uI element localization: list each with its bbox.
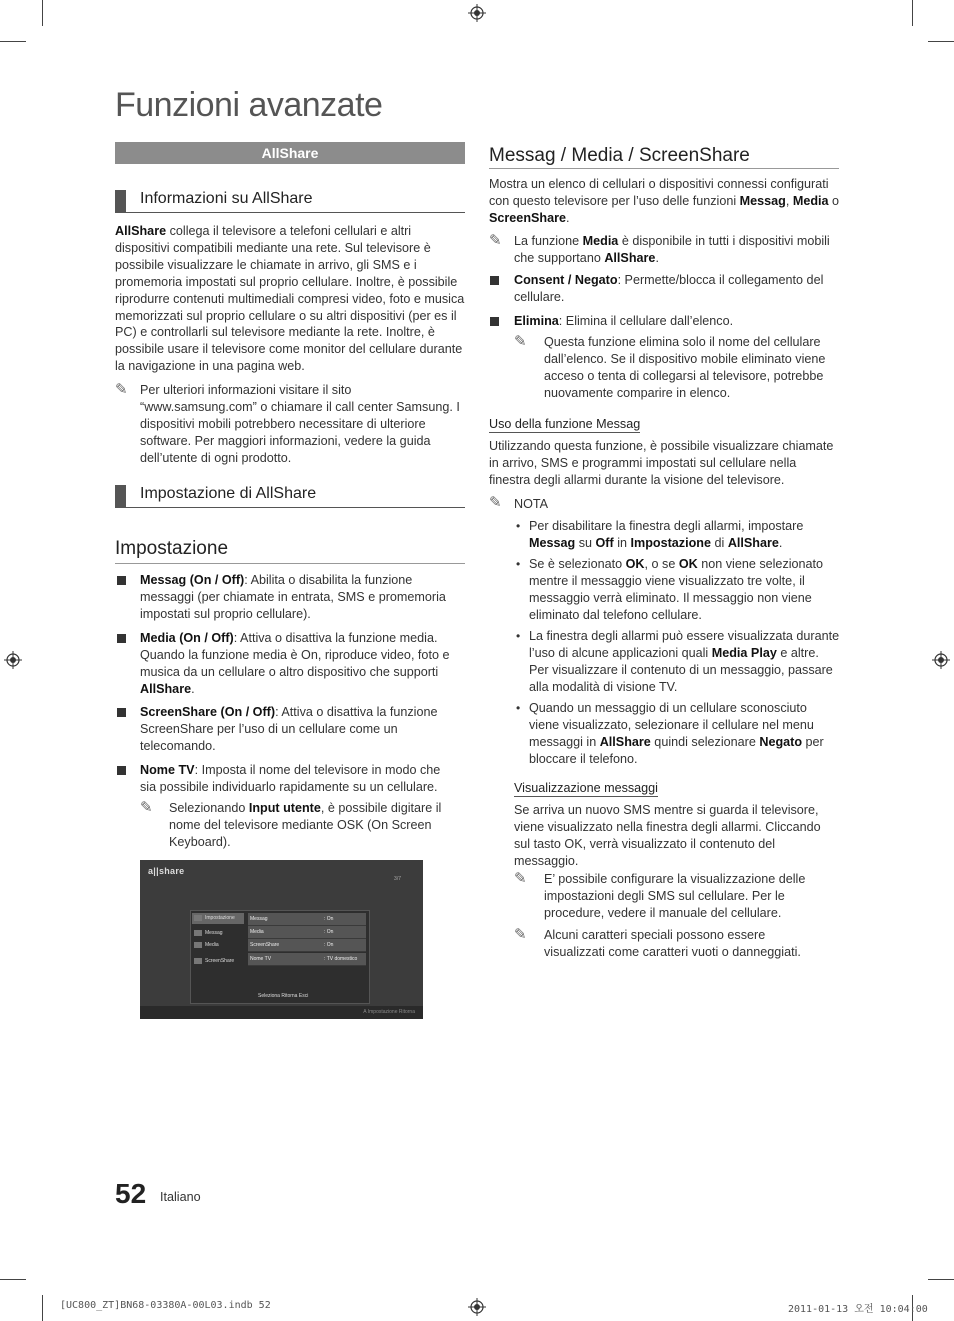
bullet-dot-icon: • (516, 629, 521, 643)
tv-nav-hints: Seleziona Ritorna Esci (258, 993, 309, 999)
footer-file: [UC800_ZT]BN68-03380A-00L03.indb 52 (60, 1300, 271, 1311)
vis-note-2: Alcuni caratteri speciali possono essere visualizzati come caratteri vuoti o danneggiati. (544, 928, 801, 959)
note-icon: ✎ (514, 870, 527, 887)
bullet-square-icon (490, 317, 499, 326)
tv-menu-item[interactable]: Impostazione (192, 913, 244, 924)
bullet-dot-icon: • (516, 557, 521, 571)
impostazione-title: Impostazione (115, 538, 229, 559)
subhead-impostazione-allshare-text: Impostazione di AllShare (140, 485, 317, 502)
note-icon: ✎ (514, 926, 527, 943)
tv-settings-row[interactable]: Media : On (248, 926, 366, 939)
note-icon: ✎ (489, 232, 502, 249)
tv-bottom-bar: A Impostazione Ritorna (140, 1006, 423, 1019)
tv-page-count: 3/7 (394, 876, 401, 882)
item-messag: Messag (On / Off): Abilita o disabilita la funzione messaggi (per chiamate in entrata, SMS e promemoria impostati sul proprio cellulare). (140, 573, 446, 621)
registration-mark-icon (4, 651, 22, 669)
visualizzazione-head: Visualizzazione messaggi (514, 781, 658, 795)
allshare-logo: a||share (148, 866, 185, 876)
bullet-square-icon (117, 766, 126, 775)
note-icon: ✎ (514, 333, 527, 350)
tv-menu-item[interactable]: Media (192, 940, 244, 951)
bullet-dot-icon: • (516, 701, 521, 715)
nota-bullet: La finestra degli allarmi può essere visualizzata durante l’uso di alcune applicazioni quali Media Play e altre. Per visualizzare il contenuto di un messaggio, passare alla modalità di visione TV. (529, 629, 840, 694)
tv-menu-panel (190, 910, 370, 1004)
footer-date: 2011-01-13 오전 10:04:00 (788, 1304, 928, 1315)
subhead-impostazione-allshare (115, 483, 465, 508)
tv-settings-row[interactable]: Nome TV : TV domestico (248, 953, 366, 966)
info-note: Per ulteriori informazioni visitare il sito “www.samsung.com” o chiamare il call center Samsung. I dispositivi mobili potrebbero necessitare di ulteriore software. Per maggiori informazioni, vedere la guida dell’utente di ogni prodotto. (140, 383, 460, 465)
item-nome-tv: Nome TV: Imposta il nome del televisore in modo che sia possibile individuarlo rapidamente su un cellulare. (140, 763, 441, 794)
page-number: 52 (115, 1178, 147, 1209)
page-title: Funzioni avanzate (115, 86, 383, 124)
note-icon: ✎ (140, 799, 153, 816)
info-paragraph: AllShare collega il televisore a telefoni cellulari e altri dispositivi compatibili mediante una rete. Sul televisore è possibile visualizzare le chiamate in arrivo, gli SMS e i promemoria impostati sul proprio cellulare. Inoltre, è possibile riprodurre contenuti multimediali compresi video, foto e musica memorizzati sul proprio cellulare o su altri dispositivi (per es il PC) e controllarli sul televisore mediante la rete. Inoltre, è possibile usare il televisore come monitor del cellulare durante la navigazione in una pagina web. (115, 224, 465, 374)
nota-bullet: Quando un messaggio di un cellulare sconosciuto viene visualizzato, selezionare il cellulare nel menu messaggi in AllShare quindi selezionare Negato per bloccare il telefono. (529, 701, 824, 766)
right-intro: Mostra un elenco di cellulari o dispositivi connessi configurati con questo televisore per l’uso delle funzioni Messag, Media o ScreenShare. (489, 177, 840, 225)
bullet-square-icon (117, 576, 126, 585)
section-bar-allshare: AllShare (115, 142, 465, 164)
bullet-dot-icon: • (516, 519, 521, 533)
tv-menu-item[interactable]: ScreenShare (192, 956, 244, 967)
elimina-item: Elimina: Elimina il cellulare dall’elenco. (514, 314, 734, 328)
note-icon: ✎ (115, 381, 128, 398)
item-media: Media (On / Off): Attiva o disattiva la funzione media. Quando la funzione media è On, riproduce video, foto e musica da un cellulare o altro dispositivo che supporti AllShare. (140, 631, 450, 696)
registration-mark-icon (468, 4, 486, 22)
nome-tv-note: Selezionando Input utente, è possibile digitare il nome del televisore mediante OSK (On Screen Keyboard). (169, 801, 442, 849)
subhead-informazioni-text: Informazioni su AllShare (140, 190, 313, 207)
tv-menu-item[interactable]: Messag (192, 928, 244, 939)
elimina-note: Questa funzione elimina solo il nome del cellulare dall’elenco. Se il dispositivo mobile eliminato viene acceso o tenta di collegarsi al televisore, potrebbe nuovamente comparire in elenco. (544, 335, 826, 400)
subhead-informazioni (115, 188, 465, 213)
bullet-square-icon (117, 634, 126, 643)
tv-settings-row[interactable]: Messag : On (248, 913, 366, 926)
bullet-square-icon (490, 276, 499, 285)
uso-paragraph: Utilizzando questa funzione, è possibile visualizzare chiamate in arrivo, SMS e programmi impostati sul cellulare nella finestra degli allarmi durante la visione del televisore. (489, 439, 834, 487)
media-note: La funzione Media è disponibile in tutti i dispositivi mobili che supportano AllShare. (514, 234, 830, 265)
nota-label: NOTA (514, 497, 549, 511)
language-label: Italiano (160, 1190, 201, 1204)
tv-settings-row[interactable]: ScreenShare : On (248, 939, 366, 952)
visualizzazione-paragraph: Se arriva un nuovo SMS mentre si guarda il televisore, viene visualizzato nella finestra degli allarmi. Cliccando sul tasto OK, verrà visualizzato il contenuto del messaggio. (514, 803, 821, 868)
bullet-square-icon (117, 708, 126, 717)
nota-bullet: Se è selezionato OK, o se OK non viene selezionato mentre il messaggio viene visualizzato tre volte, il messaggio verrà eliminato. Il messaggio non viene eliminato dal telefono cellulare. (529, 557, 824, 622)
right-title: Messag / Media / ScreenShare (489, 145, 750, 166)
consent-item: Consent / Negato: Permette/blocca il collegamento del cellulare. (514, 273, 824, 304)
tv-screenshot (140, 860, 423, 1019)
registration-mark-icon (932, 651, 950, 669)
registration-mark-icon (468, 1298, 486, 1316)
item-screenshare: ScreenShare (On / Off): Attiva o disattiva la funzione ScreenShare per l’uso di un cellulare come un telecomando. (140, 705, 438, 753)
vis-note-1: E’ possibile configurare la visualizzazione delle impostazioni degli SMS sul cellulare. Per le procedure, vedere il manuale del cellulare. (544, 872, 806, 920)
note-icon: ✎ (489, 494, 502, 511)
nota-bullet: Per disabilitare la finestra degli allarmi, impostare Messag su Off in Impostazione di AllShare. (529, 519, 804, 550)
uso-messag-head: Uso della funzione Messag (489, 417, 641, 431)
